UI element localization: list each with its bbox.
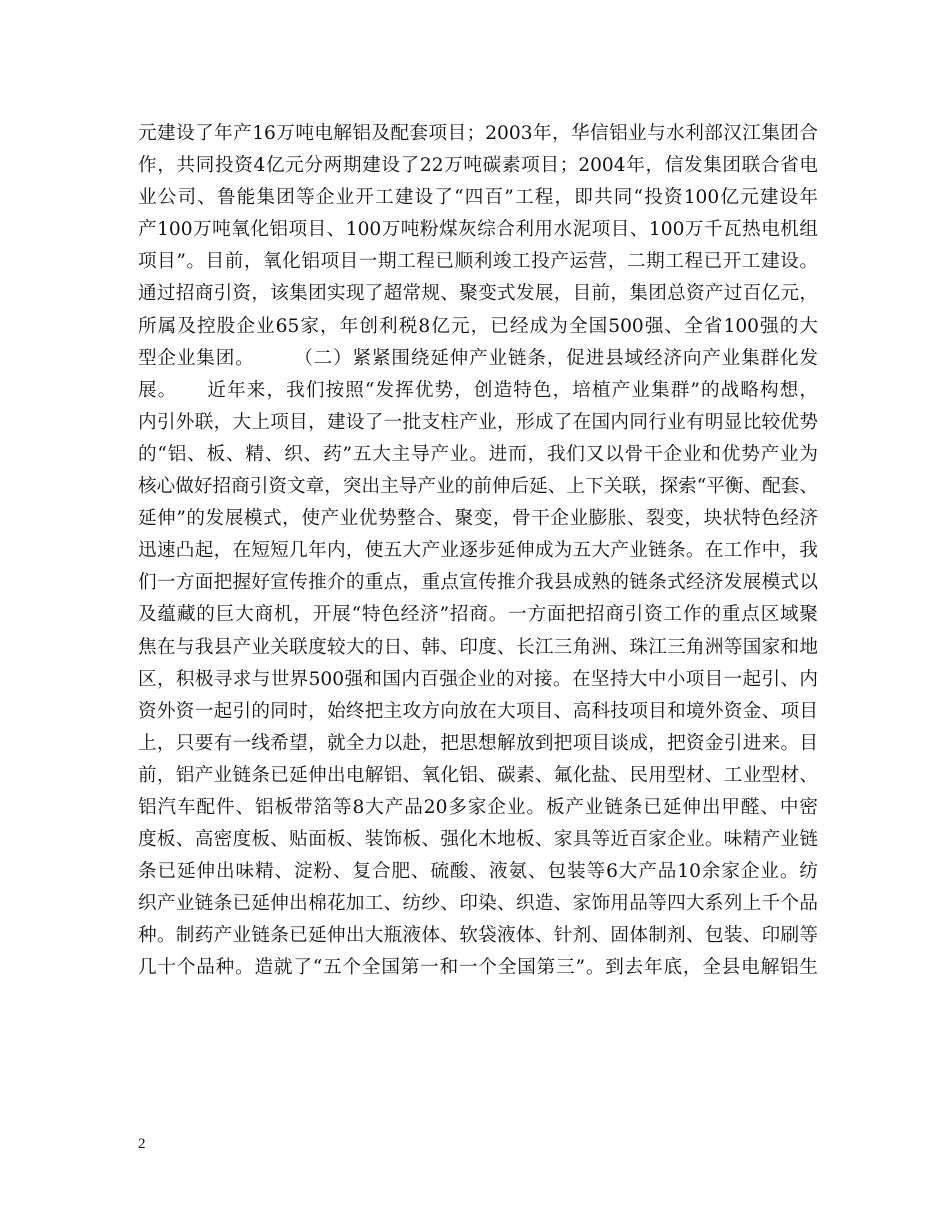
text-line: 几十个品种。造就了“五个全国第一和一个全国第三”。到去年底，全县电解铝生 xyxy=(138,957,818,979)
text-line: 展。 近年来，我们按照“发挥优势，创造特色，培植产业集群”的战略构想， xyxy=(138,379,818,401)
text-line: 业公司、鲁能集团等企业开工建设了“四百”工程，即共同“投资100亿元建设年 xyxy=(138,187,818,209)
text-line: 种。制药产业链条已延伸出大瓶液体、软袋液体、针剂、固体制剂、包装、印刷等 xyxy=(138,925,818,947)
body-text xyxy=(138,118,818,985)
text-line: 内引外联，大上项目，建设了一批支柱产业，形成了在国内同行业有明显比较优势 xyxy=(138,411,818,433)
text-line: 通过招商引资，该集团实现了超常规、聚变式发展，目前，集团总资产过百亿元， xyxy=(138,283,818,305)
page-number: 2 xyxy=(138,1136,146,1152)
text-line: 焦在与我县产业关联度较大的日、韩、印度、长江三角洲、珠江三角洲等国家和地 xyxy=(138,636,818,658)
text-line: 延伸”的发展模式，使产业优势整合、聚变，骨干企业膨胀、裂变，块状特色经济 xyxy=(138,508,818,530)
text-line: 核心做好招商引资文章，突出主导产业的前伸后延、上下关联，探索“平衡、配套、 xyxy=(138,476,818,498)
text-line: 资外资一起引的同时，始终把主攻方向放在大项目、高科技项目和境外资金、项目 xyxy=(138,700,818,722)
text-line: 区，积极寻求与世界500强和国内百强企业的对接。在坚持大中小项目一起引、内 xyxy=(138,668,818,690)
text-line: 所属及控股企业65家，年创利税8亿元，已经成为全国500强、全省100强的大 xyxy=(138,315,818,337)
text-line: 项目”。目前，氧化铝项目一期工程已顺利竣工投产运营，二期工程已开工建设。 xyxy=(138,251,818,273)
text-line: 的“铝、板、精、织、药”五大主导产业。进而，我们又以骨干企业和优势产业为 xyxy=(138,443,818,465)
text-line: 及蕴藏的巨大商机，开展“特色经济”招商。一方面把招商引资工作的重点区域聚 xyxy=(138,604,818,626)
text-line: 织产业链条已延伸出棉花加工、纺纱、印染、织造、家饰用品等四大系列上千个品 xyxy=(138,893,818,915)
text-line: 迅速凸起，在短短几年内，使五大产业逐步延伸成为五大产业链条。在工作中，我 xyxy=(138,540,818,562)
text-line: 们一方面把握好宣传推介的重点，重点宣传推介我县成熟的链条式经济发展模式以 xyxy=(138,572,818,594)
text-line: 条已延伸出味精、淀粉、复合肥、硫酸、液氨、包装等6大产品10余家企业。纺 xyxy=(138,861,818,883)
text-line: 上，只要有一线希望，就全力以赴，把思想解放到把项目谈成，把资金引进来。目 xyxy=(138,732,818,754)
text-line: 元建设了年产16万吨电解铝及配套项目；2003年，华信铝业与水利部汉江集团合 xyxy=(138,123,818,144)
text-line: 型企业集团。 （二）紧紧围绕延伸产业链条，促进县域经济向产业集群化发 xyxy=(138,347,818,369)
text-line: 度板、高密度板、贴面板、装饰板、强化木地板、家具等近百家企业。味精产业链 xyxy=(138,829,818,851)
text-line: 作，共同投资4亿元分两期建设了22万吨碳素项目；2004年，信发集团联合省电 xyxy=(138,155,818,177)
text-line: 铝汽车配件、铝板带箔等8大产品20多家企业。板产业链条已延伸出甲醛、中密 xyxy=(138,796,818,818)
text-line: 前，铝产业链条已延伸出电解铝、氧化铝、碳素、氟化盐、民用型材、工业型材、 xyxy=(138,764,818,786)
text-line: 产100万吨氧化铝项目、100万吨粉煤灰综合利用水泥项目、100万千瓦热电机组 xyxy=(138,219,818,241)
